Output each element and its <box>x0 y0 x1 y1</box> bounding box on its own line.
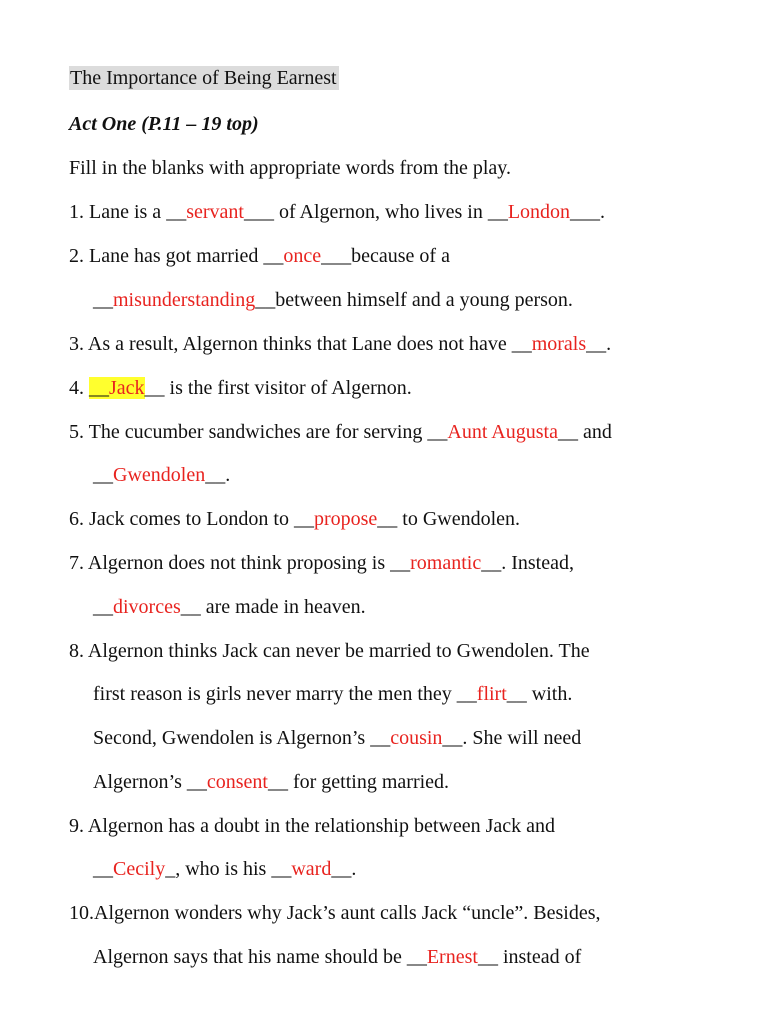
question-text: Lane has got married __ <box>84 245 284 267</box>
question-text: __. <box>586 333 612 355</box>
question-text: __ <box>93 858 113 880</box>
question-5-continued <box>93 463 230 487</box>
answer-text: servant <box>186 201 244 223</box>
question-10 <box>69 901 601 925</box>
answer-text: London <box>507 201 571 223</box>
question-text: Algernon does not think proposing is __ <box>84 552 411 574</box>
question-text: __ instead of <box>477 946 582 968</box>
question-10-continued <box>93 945 581 969</box>
answer-text: flirt <box>476 683 507 705</box>
question-text: __between himself and a young person. <box>255 289 573 311</box>
question-8-line-4 <box>93 770 449 794</box>
question-text: Lane is a __ <box>84 201 187 223</box>
answer-text: morals <box>531 333 587 355</box>
question-number: 9. <box>69 815 84 837</box>
question-text: __. Instead, <box>481 552 574 574</box>
question-9 <box>69 814 555 838</box>
answer-text: once <box>283 245 322 267</box>
question-text: Algernon’s __ <box>93 771 207 793</box>
question-6 <box>69 507 520 531</box>
question-7-continued <box>93 595 366 619</box>
question-text: Jack comes to London to __ <box>84 508 314 530</box>
question-number: 7. <box>69 552 84 574</box>
answer-text: consent <box>206 771 268 793</box>
question-text: Algernon has a doubt in the relationship between Jack and <box>84 815 555 837</box>
question-number: 2. <box>69 245 84 267</box>
question-9-continued <box>93 857 356 881</box>
question-text: Algernon wonders why Jack’s aunt calls Jack “uncle”. Besides, <box>94 902 601 924</box>
answer-text: Gwendolen <box>113 464 206 486</box>
question-text: __ to Gwendolen. <box>377 508 521 530</box>
question-text: __ <box>93 289 113 311</box>
question-text: ___ of Algernon, who lives in __ <box>243 201 508 223</box>
answer-text: divorces <box>113 596 181 618</box>
question-text: first reason is girls never marry the men they __ <box>93 683 477 705</box>
question-8-line-3 <box>93 726 581 750</box>
answer-text: misunderstanding <box>113 289 256 311</box>
question-number: 5. <box>69 421 84 443</box>
question-text: __ and <box>557 421 612 443</box>
question-4 <box>69 376 412 400</box>
answer-text: Jack <box>109 377 145 399</box>
question-text: The cucumber sandwiches are for serving __ <box>84 421 448 443</box>
question-text: __ <box>89 377 109 399</box>
question-text: ___. <box>570 201 606 223</box>
question-text: As a result, Algernon thinks that Lane does not have __ <box>84 333 532 355</box>
act-subtitle-line <box>69 112 259 136</box>
question-8 <box>69 639 590 663</box>
question-text: Algernon says that his name should be __ <box>93 946 427 968</box>
question-3 <box>69 332 611 356</box>
answer-text: propose <box>313 508 378 530</box>
act-subtitle: Act One (P.11 – 19 top) <box>69 113 259 135</box>
answer-text: cousin <box>390 727 443 749</box>
answer-text: Ernest <box>426 946 478 968</box>
answer-text: romantic <box>410 552 482 574</box>
question-5 <box>69 420 612 444</box>
question-number: 1. <box>69 201 84 223</box>
instruction-text: Fill in the blanks with appropriate words from the play. <box>69 157 511 179</box>
question-1 <box>69 200 605 224</box>
question-text: Second, Gwendolen is Algernon’s __ <box>93 727 391 749</box>
question-number: 10. <box>69 902 94 924</box>
answer-text: Cecily <box>113 858 166 880</box>
question-number: 3. <box>69 333 84 355</box>
answer-text: ward <box>291 858 332 880</box>
question-text: __ is the first visitor of Algernon. <box>144 377 412 399</box>
question-text: __ are made in heaven. <box>180 596 366 618</box>
question-2 <box>69 244 450 268</box>
question-number: 8. <box>69 640 84 662</box>
question-2-continued <box>93 288 573 312</box>
question-text: __. <box>331 858 357 880</box>
question-text: __ with. <box>506 683 573 705</box>
question-text: __ <box>93 464 113 486</box>
question-7 <box>69 551 574 575</box>
question-text: __. She will need <box>442 727 582 749</box>
question-8-line-2 <box>93 682 572 706</box>
question-number: 6. <box>69 508 84 530</box>
question-number: 4. <box>69 377 84 399</box>
question-text: _, who is his __ <box>165 858 292 880</box>
question-text: Algernon thinks Jack can never be married to Gwendolen. The <box>84 640 590 662</box>
document-title-line <box>69 66 339 90</box>
answer-text: Aunt Augusta <box>447 421 558 443</box>
question-text: __ <box>93 596 113 618</box>
question-text: __ for getting married. <box>267 771 450 793</box>
question-text: ___because of a <box>321 245 450 267</box>
document-title: The Importance of Being Earnest <box>70 67 337 89</box>
question-text: __. <box>205 464 231 486</box>
highlighted-answer <box>89 377 145 399</box>
